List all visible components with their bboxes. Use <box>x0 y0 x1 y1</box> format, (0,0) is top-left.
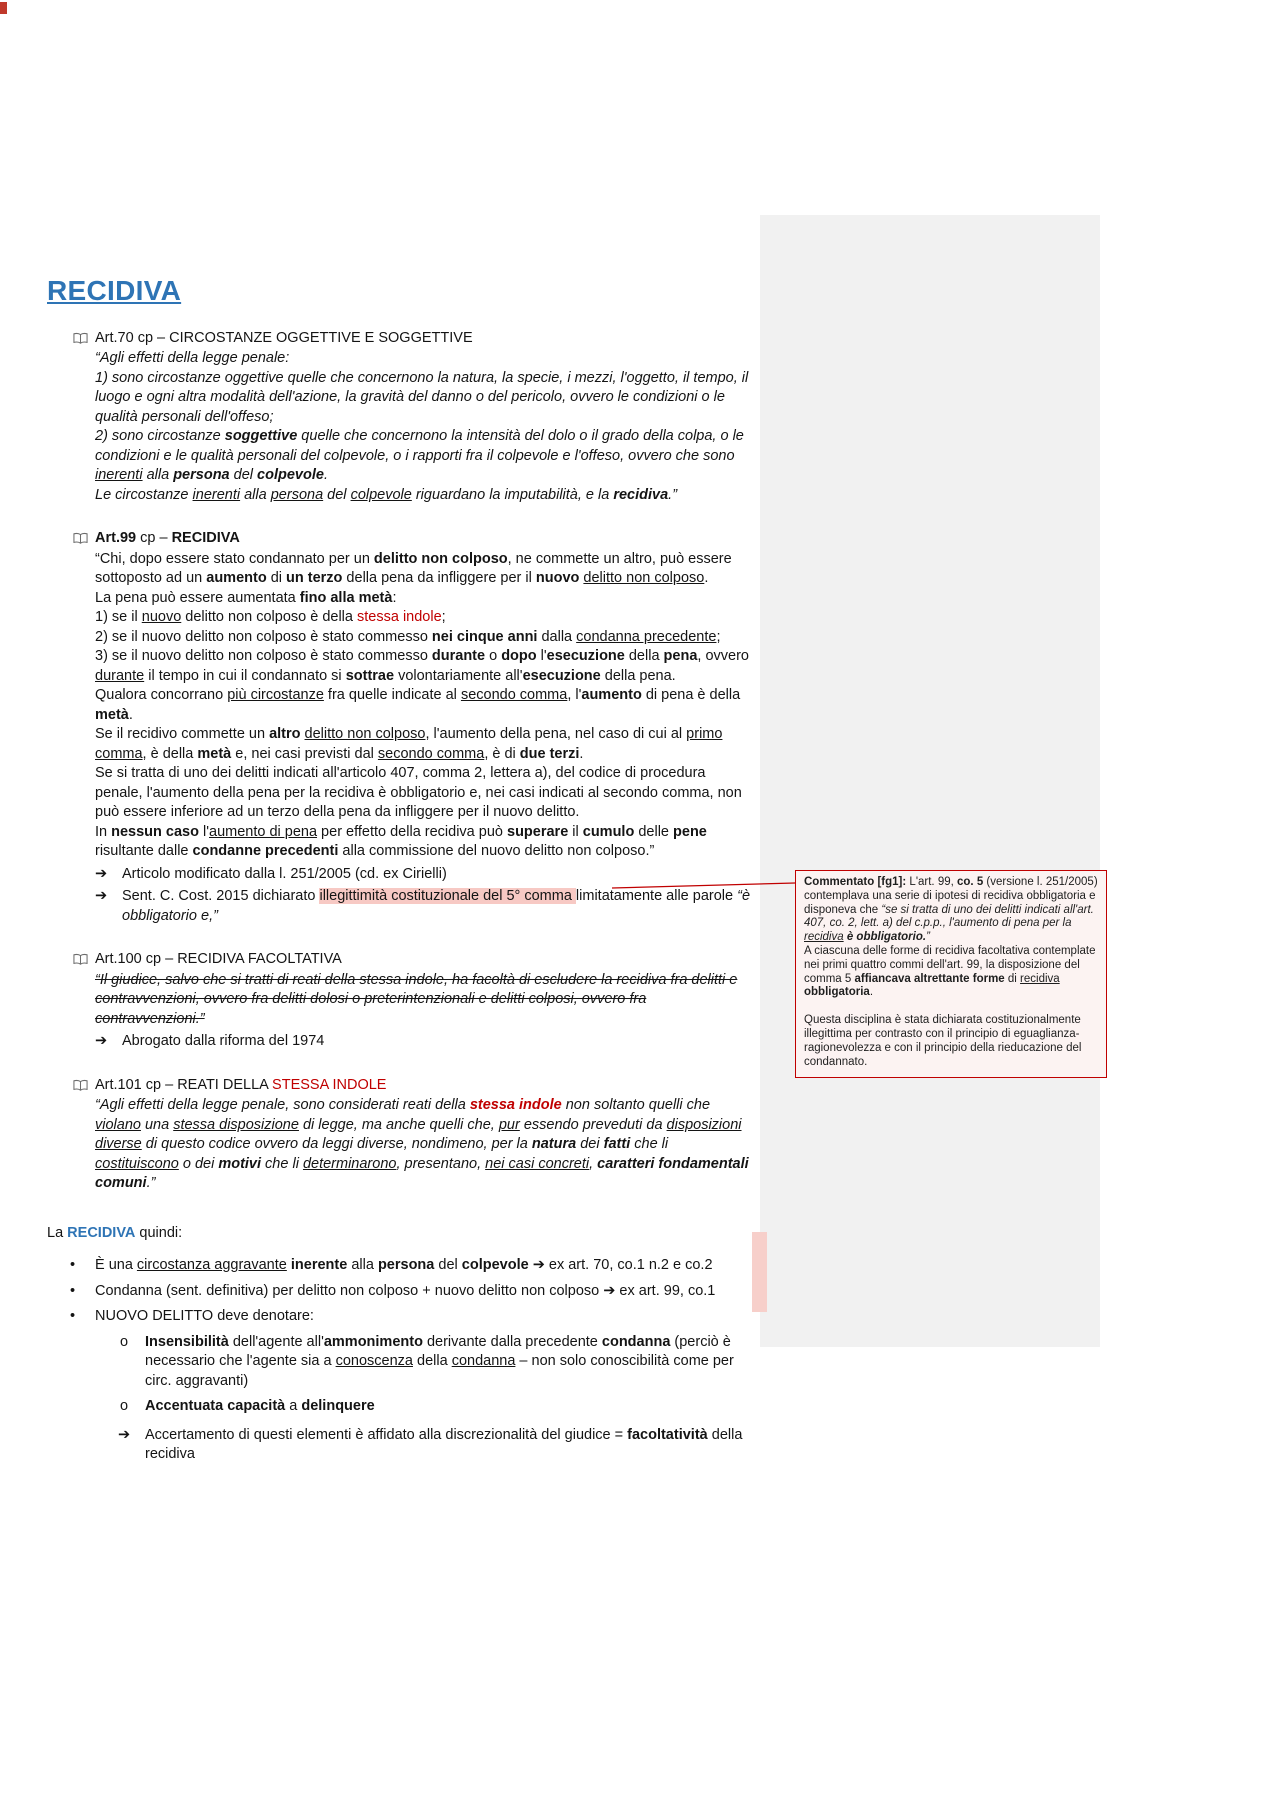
sub-bullet-icon: o <box>120 1398 129 1414</box>
article-heading: Art.100 cp – RECIDIVA FACOLTATIVA <box>95 951 342 967</box>
quote-paragraph: 2) se il nuovo delitto non colposo è stato commesso nei cinque anni dalla condanna precedente; <box>95 628 721 645</box>
quote-paragraph: 2) sono circostanze soggettive quelle che concernono la intensità del dolo o il grado della colpa, o le condizioni e le qualità personali del colpevole, o i rapporti fra il colpevole e l'offeso, ovvero che sono inerenti alla persona del colpevole. <box>95 428 744 483</box>
comment-paragraph: Questa disciplina è stata dichiarata costituzionalmente illegittima per contrasto con il principio di eguaglianza-ragionevolezza e con il principio della rieducazione del condannato. <box>804 1014 1082 1068</box>
note-item <box>47 1426 753 1465</box>
commented-text-highlight[interactable]: illegittimità costituzionale del 5° comma <box>319 888 576 904</box>
open-book-icon <box>73 953 88 966</box>
quote-paragraph: “Agli effetti della legge penale, sono considerati reati della stessa indole non soltanto quelli che violano una stessa disposizione di legge, ma anche quelli che, pur essendo preveduti da disposizioni diverse di questo codice ovvero da leggi diverse, nondimeno, per la natura dei fatti che li costituiscono o dei motivi che li determinarono, presentano, nei casi concreti, caratteri fondamentali comuni.” <box>95 1097 749 1191</box>
article-heading: Art.101 cp – REATI DELLA STESSA INDOLE <box>95 1076 387 1093</box>
article-art70 <box>47 329 753 506</box>
list-item-text: Insensibilità dell'agente all'ammonimento derivante dalla precedente condanna (perciò è necessario che l'agente sia a conoscenza della condanna – non solo conoscibilità come per circ. aggravanti) <box>145 1333 734 1389</box>
open-book-icon <box>73 1079 88 1092</box>
comment-box[interactable] <box>795 870 1107 1078</box>
margin-highlight-bar <box>752 1232 767 1312</box>
quote-paragraph: Se il recidivo commette un altro delitto non colposo, l'aumento della pena, nel caso di cui al primo comma, è della metà e, nei casi previsti dal secondo comma, è di due terzi. <box>95 726 723 762</box>
quote-paragraph: In nessun caso l'aumento di pena per effetto della recidiva può superare il cumulo delle pene risultante dalle condanne precedenti alla commissione del nuovo delitto non colposo.” <box>95 823 707 859</box>
arrow-right-icon: ➔ <box>95 865 108 882</box>
arrow-right-icon: ➔ <box>95 888 108 904</box>
article-art100 <box>47 950 753 1052</box>
article-art99 <box>47 529 753 926</box>
list-item-text: NUOVO DELITTO deve denotare: <box>95 1308 314 1324</box>
bullet-list <box>47 1256 753 1327</box>
open-book-icon <box>73 532 88 545</box>
note-item <box>95 865 753 885</box>
quote-paragraph: 1) se il nuovo delitto non colposo è della stessa indole; <box>95 609 446 625</box>
note-item <box>95 1032 753 1052</box>
list-item-text: Accentuata capacità a delinquere <box>145 1398 375 1414</box>
article-notes <box>95 1032 753 1052</box>
summary-lead: La RECIDIVA quindi: <box>47 1224 183 1241</box>
note-item <box>95 887 753 926</box>
quote-paragraph: “Agli effetti della legge penale: <box>95 350 290 366</box>
list-item <box>70 1256 753 1276</box>
note-text: Accertamento di questi elementi è affidato alla discrezionalità del giudice = facoltatività della recidiva <box>145 1426 743 1462</box>
sub-bullet-list <box>47 1333 753 1417</box>
bullet-icon: • <box>70 1308 76 1324</box>
quote-paragraph: Se si tratta di uno dei delitti indicati all'articolo 407, comma 2, lettera a), del codice di procedura penale, l'aumento della pena per la recidiva è obbligatorio e, nei casi indicati al secondo comma, non può essere inferiore ad un terzo della pena da infliggere per il nuovo delitto. <box>95 765 742 820</box>
comment-paragraph: A ciascuna delle forme di recidiva facoltativa contemplate nei primi quattro commi dell'art. 99, la disposizione del comma 5 affiancava altrettante forme di recidiva obbligatoria. <box>804 944 1096 999</box>
quote-paragraph: Le circostanze inerenti alla persona del colpevole riguardano la imputabilità, e la recidiva.” <box>95 486 678 503</box>
summary-section <box>47 1224 753 1465</box>
note-text: Articolo modificato dalla l. 251/2005 (cd. ex Cirielli) <box>122 865 447 882</box>
list-item <box>120 1397 753 1417</box>
document-body <box>47 275 753 1465</box>
bullet-icon: • <box>70 1282 76 1299</box>
list-item <box>70 1282 753 1302</box>
bullet-icon: • <box>70 1257 76 1273</box>
note-text: Sent. C. Cost. 2015 dichiarato illegittimità costituzionale del 5° comma limitatamente alle parole “è obbligatorio e,” <box>122 888 751 924</box>
article-art101 <box>47 1076 753 1194</box>
comment-paragraph: Commentato [fg1]: L'art. 99, co. 5 (versione l. 251/2005) contemplava una serie di ipotesi di recidiva obbligatoria e disponeva che “se si tratta di uno dei delitti indicati all'art. 407, co. 2, lett. a) del c.p.p., l'aumento di pena per la recidiva è obbligatorio.” <box>804 876 1098 944</box>
quote-paragraph: “Chi, dopo essere stato condannato per un delitto non colposo, ne commette un altro, può essere sottoposto ad un aumento di un terzo della pena da infliggere per il nuovo delitto non colposo. <box>95 550 732 586</box>
quote-paragraph: 3) se il nuovo delitto non colposo è stato commesso durante o dopo l'esecuzione della pena, ovvero durante il tempo in cui il condannato si sottrae volontariamente all'esecuzione della pena. <box>95 648 749 684</box>
list-item-text: È una circostanza aggravante inerente alla persona del colpevole ➔ ex art. 70, co.1 n.2 e co.2 <box>95 1257 713 1273</box>
arrow-right-icon: ➔ <box>95 1033 108 1049</box>
page-corner-mark <box>0 2 7 14</box>
list-item <box>70 1307 753 1327</box>
quote-paragraph: 1) sono circostanze oggettive quelle che concernono la natura, la specie, i mezzi, l'oggetto, il tempo, il luogo e ogni altra modalità dell'azione, la gravità del danno o del pericolo, ovvero le condizioni o le qualità personali dell'offeso; <box>95 369 749 425</box>
list-item-text: Condanna (sent. definitiva) per delitto non colposo + nuovo delitto non colposo ➔ ex art. 99, co.1 <box>95 1282 716 1299</box>
sub-bullet-icon: o <box>120 1333 129 1350</box>
quote-paragraph: La pena può essere aumentata fino alla metà: <box>95 589 397 606</box>
arrow-right-icon: ➔ <box>118 1426 131 1443</box>
open-book-icon <box>73 332 88 345</box>
review-markup-panel <box>760 215 1100 1347</box>
list-item <box>120 1333 753 1392</box>
quote-paragraph: “Il giudice, salvo che si tratti di reati della stessa indole, ha facoltà di escludere la recidiva fra delitti e contravvenzioni, ovvero fra delitti dolosi o preterintenzionali e delitti colposi, ovvero fra contravvenzioni.” <box>95 971 738 1027</box>
quote-paragraph: Qualora concorrano più circostanze fra quelle indicate al secondo comma, l'aumento di pena è della metà. <box>95 687 741 723</box>
note-text: Abrogato dalla riforma del 1974 <box>122 1033 325 1049</box>
article-notes <box>95 865 753 927</box>
article-heading: Art.70 cp – CIRCOSTANZE OGGETTIVE E SOGGETTIVE <box>95 329 473 346</box>
article-heading: Art.99 cp – RECIDIVA <box>95 530 240 546</box>
page-title: RECIDIVA <box>47 275 182 306</box>
